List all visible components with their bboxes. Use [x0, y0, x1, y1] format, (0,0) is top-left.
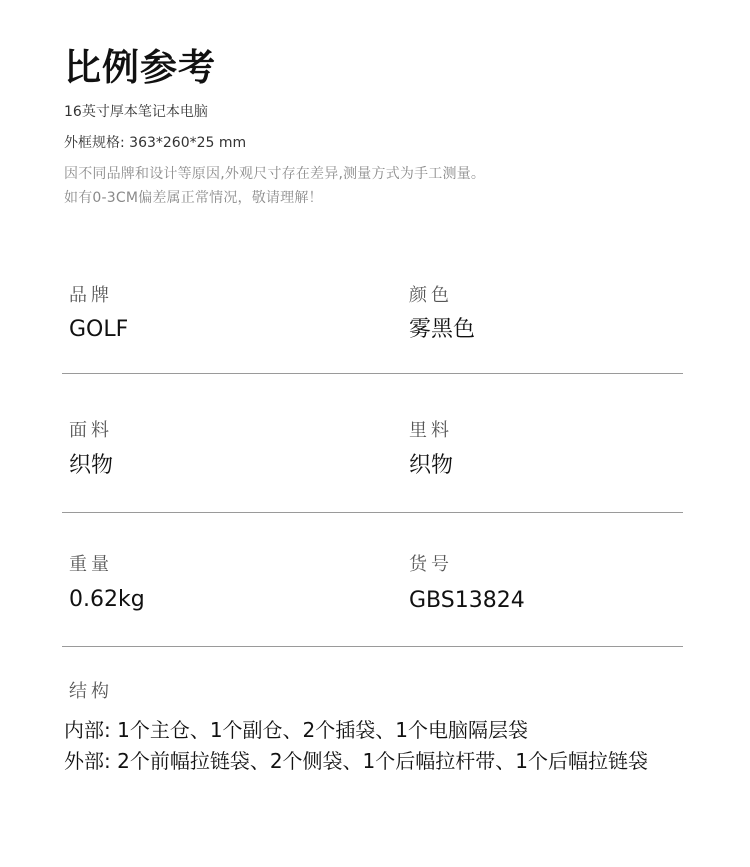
- brand-label: 品牌: [69, 285, 113, 306]
- structure-exterior: 外部: 2个前幅拉链袋、2个侧袋、1个后幅拉杆带、1个后幅拉链袋: [64, 749, 648, 773]
- structure-label: 结构: [69, 681, 113, 702]
- structure-interior: 内部: 1个主仓、1个副仓、2个插袋、1个电脑隔层袋: [64, 718, 528, 742]
- tolerance-note: 如有0-3CM偏差属正常情况，敬请理解！: [64, 190, 323, 206]
- fabric-label: 面料: [69, 420, 113, 441]
- weight-label: 重量: [69, 554, 113, 575]
- weight-value: 0.62kg: [69, 587, 145, 612]
- color-label: 颜色: [409, 285, 453, 306]
- page-title: 比例参考: [64, 46, 216, 89]
- product-subtitle: 16英寸厚本笔记本电脑: [64, 104, 208, 120]
- divider: [62, 646, 683, 647]
- divider: [62, 373, 683, 374]
- item-no-label: 货号: [409, 554, 453, 575]
- color-value: 雾黑色: [409, 317, 476, 342]
- lining-label: 里料: [409, 420, 453, 441]
- measurement-note: 因不同品牌和设计等原因,外观尺寸存在差异,测量方式为手工测量。: [64, 166, 486, 182]
- fabric-value: 织物: [69, 453, 114, 478]
- divider: [62, 512, 683, 513]
- item-no-value: GBS13824: [409, 588, 525, 613]
- dimensions-text: 外框规格: 363*260*25 mm: [64, 135, 247, 151]
- brand-value: GOLF: [69, 317, 129, 342]
- lining-value: 织物: [409, 453, 454, 478]
